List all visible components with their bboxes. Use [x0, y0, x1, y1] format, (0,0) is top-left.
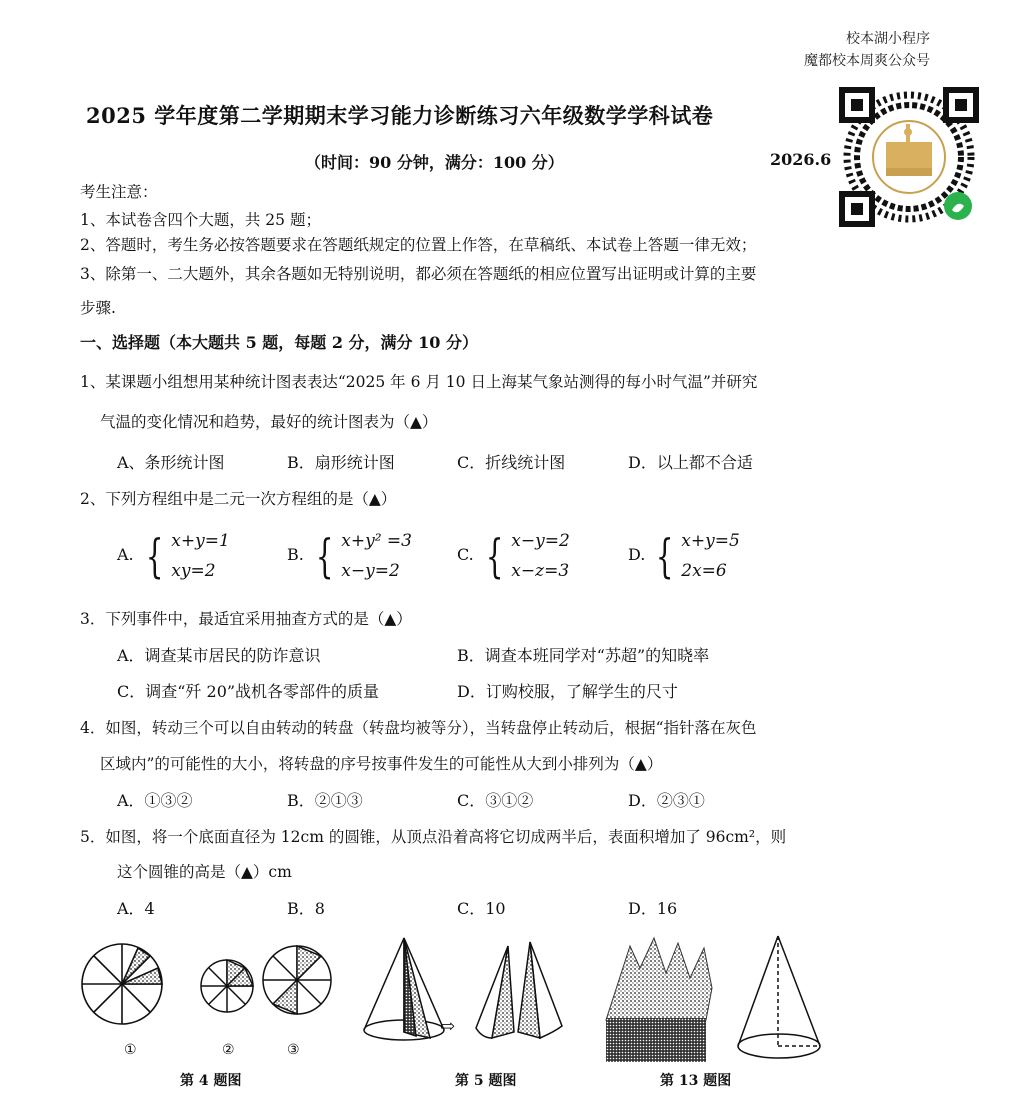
notice-heading: 考生注意：: [80, 183, 158, 201]
q5-option-c: C．10: [457, 899, 506, 918]
mini-program-label: 校本湖小程序: [846, 31, 930, 47]
bush-figure: [606, 938, 712, 1062]
question-2-stem: 2、下列方程组中是二元一次方程组的是（▲）: [80, 490, 397, 508]
q5-option-b: B．8: [287, 899, 325, 918]
notice-item: 2、答题时，考生务必按答题要求在答题纸规定的位置上作答，在草稿纸、本试卷上答题一律无效；: [80, 236, 757, 254]
question-1-line1: 1、某课题小组想用某种统计图表表达“2025 年 6 月 10 日上海某气象站测得的每小时气温”并研究: [80, 373, 758, 391]
q2-label-a: A.: [117, 545, 134, 564]
brace-icon: {: [655, 529, 674, 583]
q1-option-a: A、条形统计图: [117, 453, 225, 472]
q5-option-d: D．16: [628, 899, 678, 918]
q2-system-d: [650, 526, 740, 586]
official-account-label: 魔都校本周爽公众号: [804, 53, 930, 69]
q1-option-c: C．折线统计图: [457, 453, 566, 472]
spinner-label-3: ③: [287, 1042, 300, 1058]
notice-item: 3、除第一、二大题外，其余各题如无特别说明，都必须在答题纸的相应位置写出证明或计算的主要: [80, 265, 757, 283]
q2-label-b: B.: [287, 545, 304, 564]
q3-option-d: D．订购校服，了解学生的尺寸: [457, 682, 678, 701]
q2-system-b: [310, 526, 412, 586]
figure-caption-q13: 第 13 题图: [660, 1073, 732, 1089]
q4-option-b: B．②①③: [287, 791, 363, 810]
question-4-line1: 4．如图，转动三个可以自由转动的转盘（转盘均被等分），当转盘停止转动后，根据“指针落在灰色: [80, 719, 757, 737]
figure-caption-q5: 第 5 题图: [455, 1073, 517, 1089]
q3-option-b: B．调查本班同学对“苏超”的知晓率: [457, 646, 710, 665]
equation: x−y=2: [341, 561, 400, 581]
cone-whole: [364, 938, 444, 1040]
corner-text: [804, 28, 930, 72]
brace-icon: {: [485, 529, 504, 583]
exam-title: 2025 学年度第二学期期末学习能力诊断练习六年级数学学科试卷: [86, 103, 714, 128]
question-3-stem: 3．下列事件中，最适宜采用抽查方式的是（▲）: [80, 610, 412, 628]
q2-system-a: [140, 526, 230, 586]
question-5-line2: 这个圆锥的高是（▲）cm: [117, 863, 292, 881]
question-4-line2: 区域内”的可能性的大小，将转盘的序号按事件发生的可能性从大到小排列为（▲）: [100, 755, 663, 773]
q2-system-c: [480, 526, 570, 586]
brace-icon: {: [315, 529, 334, 583]
spinner-3: [263, 946, 331, 1014]
cone-plain: [738, 936, 820, 1058]
spinner-1: [82, 944, 162, 1024]
figure-caption-q4: 第 4 题图: [180, 1073, 242, 1089]
q3-option-c: C．调查“歼 20”战机各零部件的质量: [117, 682, 380, 701]
qr-code: [834, 82, 984, 232]
equation: x−z=3: [511, 561, 570, 581]
spinner-label-1: ①: [124, 1042, 137, 1058]
notice-item: 步骤.: [80, 299, 116, 317]
q5-option-a: A．4: [117, 899, 155, 918]
spinner-2: [201, 960, 253, 1012]
exam-subtitle: （时间：90 分钟，满分：100 分）: [305, 153, 564, 172]
exam-date: 2026.6: [770, 150, 832, 169]
q3-option-a: A．调查某市居民的防诈意识: [117, 646, 321, 665]
q1-option-b: B．扇形统计图: [287, 453, 395, 472]
cone-halves: [476, 942, 562, 1038]
question-1-line2: 气温的变化情况和趋势，最好的统计图表为（▲）: [100, 413, 438, 431]
spinner-label-2: ②: [222, 1042, 235, 1058]
equation: x+y² =3: [341, 531, 412, 551]
section-heading: 一、选择题（本大题共 5 题，每题 2 分，满分 10 分）: [80, 333, 478, 352]
equation: 2x=6: [681, 561, 727, 581]
equation: x−y=2: [511, 531, 570, 551]
equation: x+y=5: [681, 531, 740, 551]
question-5-line1: 5．如图，将一个底面直径为 12cm 的圆锥，从顶点沿着高将它切成两半后，表面积增加了 96cm²，则: [80, 828, 787, 846]
equation: xy=2: [171, 561, 216, 581]
q2-label-c: C.: [457, 545, 474, 564]
q4-option-a: A．①③②: [117, 791, 193, 810]
q2-label-d: D.: [628, 545, 646, 564]
figures-area: [78, 928, 1008, 1078]
brace-icon: {: [145, 529, 164, 583]
arrow-icon: ⇨: [440, 1016, 456, 1037]
equation: x+y=1: [171, 531, 230, 551]
q1-option-d: D．以上都不合适: [628, 453, 753, 472]
q4-option-c: C．③①②: [457, 791, 534, 810]
notice-item: 1、本试卷含四个大题，共 25 题；: [80, 211, 321, 229]
q4-option-d: D．②③①: [628, 791, 705, 810]
